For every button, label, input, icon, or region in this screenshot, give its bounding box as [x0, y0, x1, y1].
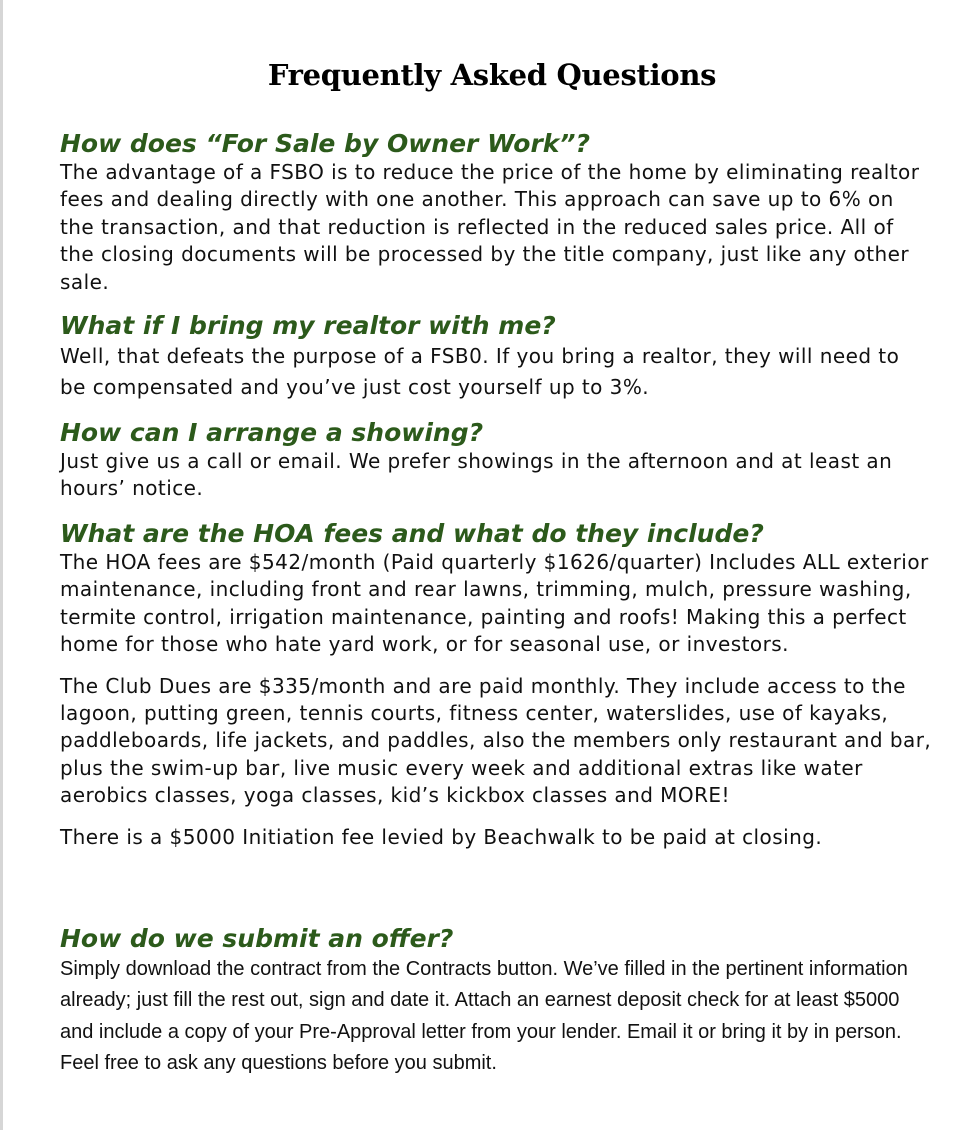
faq-item-showing: [60, 418, 930, 503]
faq-answer: The Club Dues are $335/month and are paid monthly. They include access to the lagoon, putting green, tennis courts, fitness center, waterslides, use of kayaks, paddleboards, life jackets, and paddles, also the members only restaurant and bar, plus the swim-up bar, live music every week and additional extras like water aerobics classes, yoga classes, kid’s kickbox classes and MORE!: [60, 673, 932, 808]
faq-item-hoa: [60, 519, 932, 851]
faq-answer: Just give us a call or email. We prefer showings in the afternoon and at least an hours’ notice.: [60, 449, 893, 501]
faq-answer: There is a $5000 Initiation fee levied by Beachwalk to be paid at closing.: [60, 824, 823, 849]
faq-answer: Simply download the contract from the Contracts button. We’ve filled in the pertinent information already; just fill the rest out, sign and date it. Attach an earnest deposit check for at least $5000 and include a copy of your Pre-Approval letter from your lender. Email it or bring it by in person. Feel free to ask any questions before you submit.: [60, 958, 908, 1074]
faq-item-fsbo: [60, 129, 930, 296]
faq-item-offer: [60, 924, 910, 1079]
faq-question: What are the HOA fees and what do they include?: [60, 519, 764, 548]
faq-question: How do we submit an offer?: [60, 924, 454, 953]
faq-item-realtor: [60, 311, 930, 403]
page-title: Frequently Asked Questions: [267, 58, 717, 92]
faq-question: What if I bring my realtor with me?: [60, 311, 556, 340]
faq-answer: Well, that defeats the purpose of a FSB0. If you bring a realtor, they will need to be compensated and you’ve just cost yourself up to 3%.: [60, 344, 900, 399]
faq-answer: The advantage of a FSBO is to reduce the price of the home by eliminating realtor fees and dealing directly with one another. This approach can save up to 6% on the transaction, and that reduction is reflected in the reduced sales price. All of the closing documents will be processed by the title company, just like any other sale.: [60, 160, 920, 294]
faq-answer: The HOA fees are $542/month (Paid quarterly $1626/quarter) Includes ALL exterior maintenance, including front and rear lawns, trimming, mulch, pressure washing, termite control, irrigation maintenance, painting and roofs! Making this a perfect home for those who hate yard work, or for seasonal use, or investors.: [60, 550, 929, 657]
faq-question: How does “For Sale by Owner Work”?: [60, 129, 591, 158]
page-left-border: [0, 0, 3, 1130]
faq-question: How can I arrange a showing?: [60, 418, 484, 447]
